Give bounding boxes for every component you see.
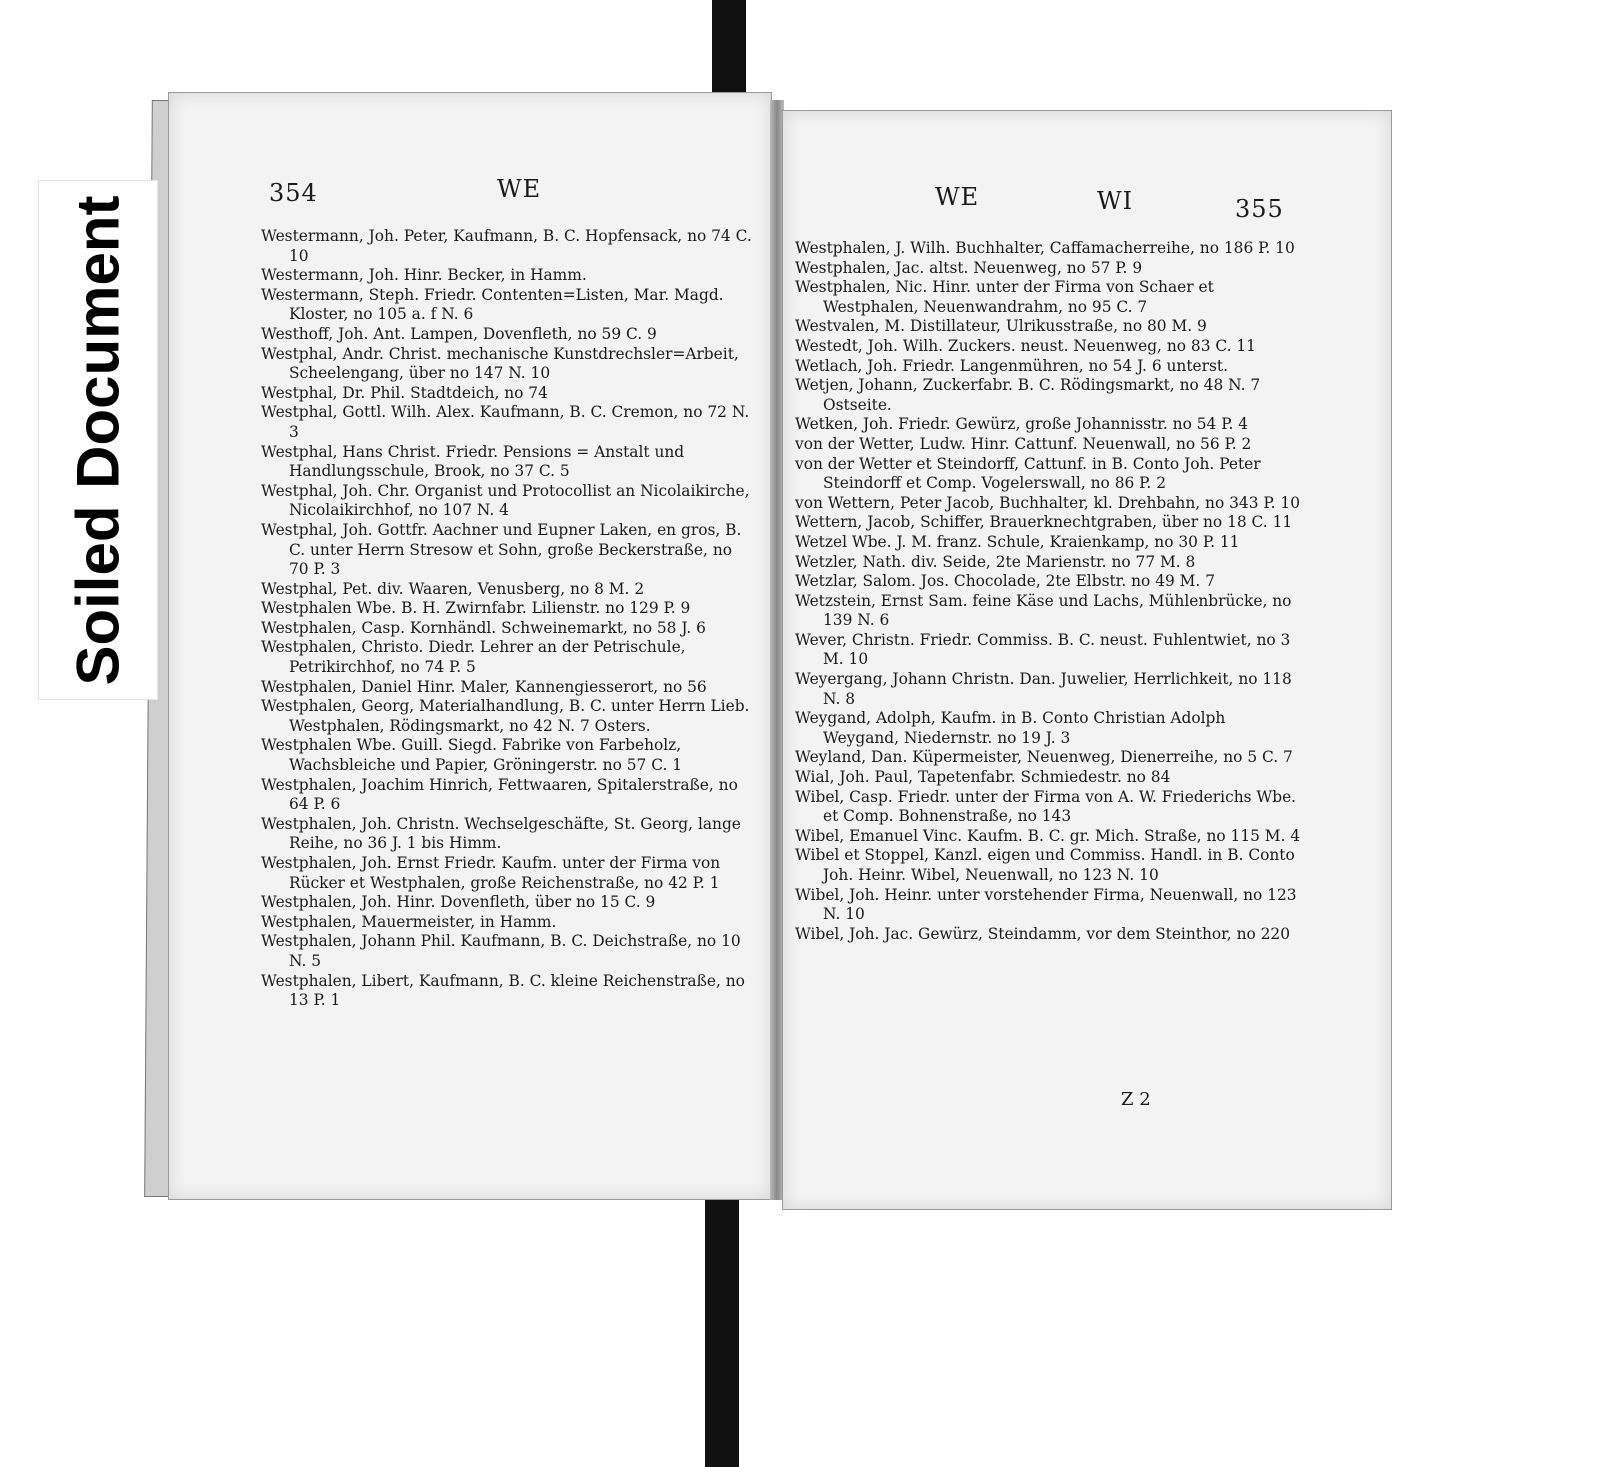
directory-entry: von Wettern, Peter Jacob, Buchhalter, kl. Drehbahn, no 343 P. 10 xyxy=(795,493,1300,512)
directory-entry: Weyergang, Johann Christn. Dan. Juwelier, Herrlichkeit, no 118 N. 8 xyxy=(795,670,1292,708)
directory-entry: Westphalen, Joh. Ernst Friedr. Kaufm. unter der Firma von Rücker et Westphalen, große Reichenstraße, no 42 P. 1 xyxy=(261,854,721,892)
directory-entry: Wetzler, Nath. div. Seide, 2te Marienstr. no 77 M. 8 xyxy=(795,552,1196,571)
directory-entry: Westphalen, Nic. Hinr. unter der Firma von Schaer et Westphalen, Neuenwandrahm, no 95 C. 7 xyxy=(795,278,1214,316)
directory-entry: Westphalen, Mauermeister, in Hamm. xyxy=(261,912,557,931)
directory-entry: Westphal, Gottl. Wilh. Alex. Kaufmann, B. C. Cremon, no 72 N. 3 xyxy=(261,403,750,441)
directory-entry: Wetjen, Johann, Zuckerfabr. B. C. Rödingsmarkt, no 48 N. 7 Ostseite. xyxy=(795,376,1261,414)
directory-entry: Westphalen, Joh. Hinr. Dovenfleth, über no 15 C. 9 xyxy=(261,893,656,912)
directory-entry: Wetzel Wbe. J. M. franz. Schule, Kraienkamp, no 30 P. 11 xyxy=(795,532,1240,551)
directory-entry: Westphalen, J. Wilh. Buchhalter, Caffamacherreihe, no 186 P. 10 xyxy=(795,239,1295,257)
directory-entry: Westphal, Dr. Phil. Stadtdeich, no 74 xyxy=(261,383,548,402)
directory-entry: Westphalen, Georg, Materialhandlung, B. C. unter Herrn Lieb. Westphalen, Rödingsmarkt, no 42 N. 7 Osters. xyxy=(261,697,750,735)
directory-entry: Westermann, Joh. Peter, Kaufmann, B. C. Hopfensack, no 74 C. 10 xyxy=(261,227,752,265)
page-number-left: 354 xyxy=(269,179,318,207)
directory-entry: Westphal, Hans Christ. Friedr. Pensions = Anstalt und Handlungsschule, Brook, no 37 C. 5 xyxy=(261,442,685,481)
directory-entry: Wibel, Casp. Friedr. unter der Firma von A. W. Friederichs Wbe. et Comp. Bohnenstraße, no 143 xyxy=(795,787,1297,826)
directory-entry: Wibel, Joh. Jac. Gewürz, Steindamm, vor dem Steinthor, no 220 xyxy=(795,924,1291,943)
directory-entry: Weyland, Dan. Küpermeister, Neuenweg, Dienerreihe, no 5 C. 7 xyxy=(795,748,1293,767)
directory-entry: Westphalen, Libert, Kaufmann, B. C. kleine Reichenstraße, no 13 P. 1 xyxy=(261,971,745,1010)
directory-entry: Westphalen, Johann Phil. Kaufmann, B. C. Deichstraße, no 10 N. 5 xyxy=(261,932,741,970)
directory-entry: von der Wetter et Steindorff, Cattunf. in B. Conto Joh. Peter Steindorff et Comp. Vogelerswall, no 86 P. 2 xyxy=(795,454,1261,493)
directory-entry: Wetken, Joh. Friedr. Gewürz, große Johannisstr. no 54 P. 4 xyxy=(795,415,1249,434)
stamp-label: Soiled Document xyxy=(64,194,132,686)
directory-entry: Westhoff, Joh. Ant. Lampen, Dovenfleth, no 59 C. 9 xyxy=(261,324,657,343)
directory-entry: Wetlach, Joh. Friedr. Langenmühren, no 54 J. 6 unterst. xyxy=(795,356,1228,375)
right-page-header xyxy=(783,111,1391,223)
directory-entry: Wettern, Jacob, Schiffer, Brauerknechtgraben, über no 18 C. 11 xyxy=(795,513,1293,532)
directory-entry: Westphalen, Joachim Hinrich, Fettwaaren, Spitalerstraße, no 64 P. 6 xyxy=(261,775,738,814)
signature-mark: Z 2 xyxy=(1121,1089,1151,1110)
directory-entry: Wibel et Stoppel, Kanzl. eigen und Commiss. Handl. in B. Conto Joh. Heinr. Wibel, Neuenwall, no 123 N. 10 xyxy=(795,846,1295,884)
running-head-left: WE xyxy=(497,175,542,203)
directory-entry: Westphal, Andr. Christ. mechanische Kunstdrechsler=Arbeit, Scheelengang, über no 147 N. 10 xyxy=(261,344,739,383)
left-entry-list xyxy=(261,227,753,1011)
directory-entry: Westphalen, Daniel Hinr. Maler, Kannengiesserort, no 56 xyxy=(261,677,707,696)
page-number-right: 355 xyxy=(1235,195,1284,223)
directory-entry: Wibel, Emanuel Vinc. Kaufm. B. C. gr. Mich. Straße, no 115 M. 4 xyxy=(795,826,1301,845)
directory-entry: Wetzstein, Ernst Sam. feine Käse und Lachs, Mühlenbrücke, no 139 N. 6 xyxy=(795,591,1292,630)
directory-entry: Westphal, Joh. Gottfr. Aachner und Eupner Laken, en gros, B. C. unter Herrn Stresow et Sohn, große Beckerstraße, no 70 P. 3 xyxy=(261,520,742,579)
directory-entry: Wial, Joh. Paul, Tapetenfabr. Schmiedestr. no 84 xyxy=(795,768,1171,787)
directory-entry: Westvalen, M. Distillateur, Ulrikusstraße, no 80 M. 9 xyxy=(795,317,1207,336)
directory-entry: Wibel, Joh. Heinr. unter vorstehender Firma, Neuenwall, no 123 N. 10 xyxy=(795,885,1297,924)
directory-entry: Westphalen Wbe. Guill. Siegd. Fabrike von Farbeholz, Wachsbleiche und Papier, Gröningerstr. no 57 C. 1 xyxy=(261,736,683,775)
directory-entry: Westphalen, Christo. Diedr. Lehrer an der Petrischule, Petrikirchhof, no 74 P. 5 xyxy=(261,638,686,677)
directory-entry: von der Wetter, Ludw. Hinr. Cattunf. Neuenwall, no 56 P. 2 xyxy=(795,434,1252,453)
soiled-document-stamp xyxy=(38,180,158,700)
running-head-wi: WI xyxy=(1097,187,1134,215)
directory-entry: Westermann, Joh. Hinr. Becker, in Hamm. xyxy=(261,266,587,285)
left-page-header xyxy=(169,93,771,207)
directory-entry: Westphalen, Jac. altst. Neuenweg, no 57 P. 9 xyxy=(795,258,1143,277)
directory-entry: Westedt, Joh. Wilh. Zuckers. neust. Neuenweg, no 83 C. 11 xyxy=(795,336,1256,355)
directory-entry: Westphal, Joh. Chr. Organist und Protocollist an Nicolaikirche, Nicolaikirchhof, no 107 N. 4 xyxy=(261,481,750,520)
directory-entry: Westphalen, Casp. Kornhändl. Schweinemarkt, no 58 J. 6 xyxy=(261,618,706,637)
right-entry-list xyxy=(795,239,1303,944)
binding-strap-bottom xyxy=(705,1195,739,1467)
left-page xyxy=(168,92,772,1200)
directory-entry: Westphal, Pet. div. Waaren, Venusberg, no 8 M. 2 xyxy=(261,579,645,598)
directory-entry: Wetzlar, Salom. Jos. Chocolade, 2te Elbstr. no 49 M. 7 xyxy=(795,572,1216,591)
running-head-we: WE xyxy=(935,183,980,211)
right-page xyxy=(782,110,1392,1210)
directory-entry: Westermann, Steph. Friedr. Contenten=Listen, Mar. Magd. Kloster, no 105 a. f N. 6 xyxy=(261,285,724,324)
directory-entry: Wever, Christn. Friedr. Commiss. B. C. neust. Fuhlentwiet, no 3 M. 10 xyxy=(795,630,1291,669)
directory-entry: Westphalen, Joh. Christn. Wechselgeschäfte, St. Georg, lange Reihe, no 36 J. 1 bis Himm. xyxy=(261,814,741,853)
directory-entry: Weygand, Adolph, Kaufm. in B. Conto Christian Adolph Weygand, Niedernstr. no 19 J. 3 xyxy=(795,709,1226,747)
directory-entry: Westphalen Wbe. B. H. Zwirnfabr. Lilienstr. no 129 P. 9 xyxy=(261,599,691,618)
